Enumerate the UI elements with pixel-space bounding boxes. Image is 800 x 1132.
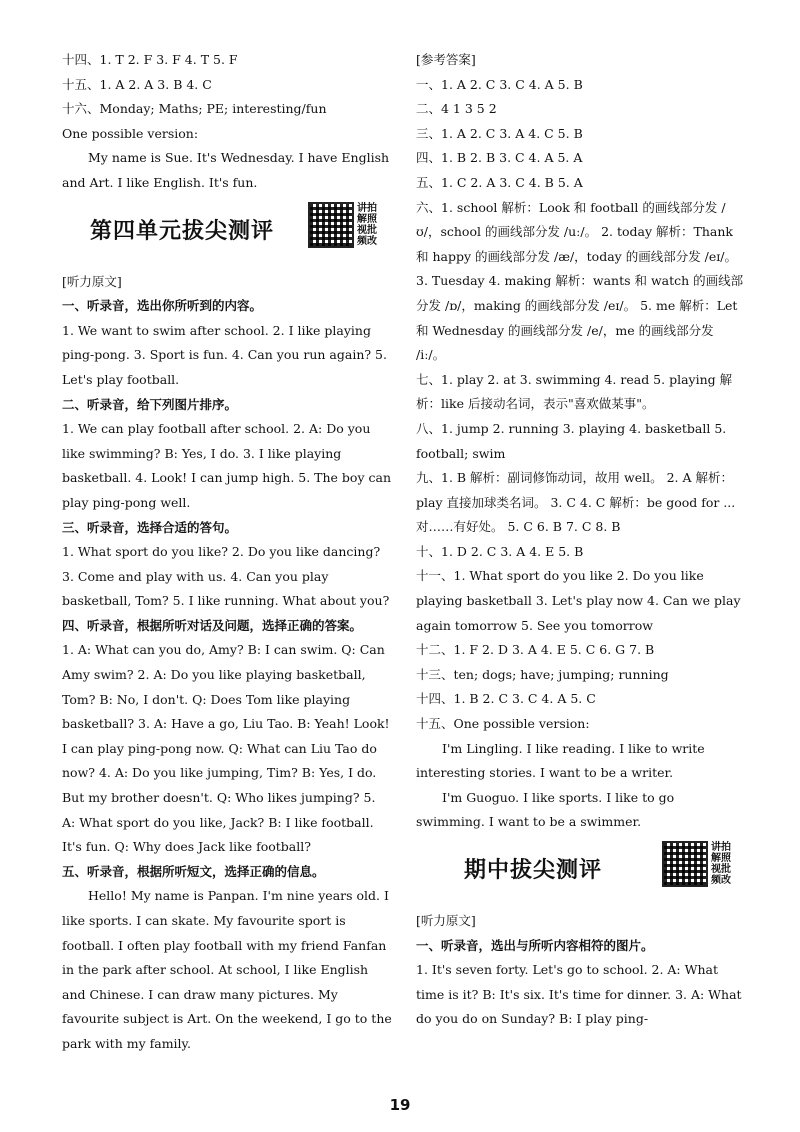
section-title: 二、听录音，给下列图片排序。 bbox=[62, 396, 238, 412]
sample-essay: My name is Sue. It's Wednesday. I have English and Art. I like English. It's fun. bbox=[62, 150, 390, 190]
qr-block bbox=[308, 202, 385, 248]
qr-block bbox=[662, 841, 739, 887]
listening-header: [听力原文] bbox=[416, 913, 476, 928]
section-text: 1. It's seven forty. Let's go to school. 2. A: What time is it? B: It's six. It's time for dinner. 3. A: What do you do on Sunday? B: I play ping- bbox=[416, 962, 742, 1027]
left-column bbox=[62, 48, 392, 1057]
listening-header: [听力原文] bbox=[62, 273, 122, 289]
answer-line: 四、1. B 2. B 3. C 4. A 5. A bbox=[416, 150, 583, 166]
qr-label: 讲拍解照视批频改 bbox=[357, 202, 377, 247]
section-title: 一、听录音，选出与所听内容相符的图片。 bbox=[416, 937, 654, 953]
right-column bbox=[416, 48, 746, 1032]
answer-line: 二、4 1 3 5 2 bbox=[416, 101, 497, 117]
section-text: 1. A: What can you do, Amy? B: I can swim. Q: Can Amy swim? 2. A: Do you like playing basketball, Tom? B: No, I don't. Q: Does Tom like playing basketball? 3. A: Have a go, Liu Tao. B: Yeah! Look! I can play ping-pong now. Q: What can Liu Tao do now? 4. A: Do you like jumping, Tim? B: Yes, I do. But my brother doesn't. Q: Who likes jumping? 5. A: What sport do you like, Jack? B: I like football. It's fun. Q: Why does Jack like football? bbox=[62, 642, 390, 855]
midterm-heading bbox=[416, 835, 746, 909]
answer-line: One possible version: bbox=[62, 125, 199, 141]
answer-line: 十四、1. T 2. F 3. F 4. T 5. F bbox=[62, 52, 238, 67]
answer-line: 三、1. A 2. C 3. A 4. C 5. B bbox=[416, 125, 583, 141]
answer-line: 十六、Monday; Maths; PE; interesting/fun bbox=[62, 101, 327, 117]
unit-four-heading bbox=[62, 196, 392, 270]
section-text: 1. We can play football after school. 2. A: Do you like swimming? B: Yes, I do. 3. I like playing basketball. 4. Look! I can jump high. 5. The boy can play ping-pong well. bbox=[62, 421, 391, 510]
answer-section: 十一、1. What sport do you like 2. Do you like playing basketball 3. Let's play now 4. Can we play again tomorrow 5. See you tomorrow bbox=[416, 568, 741, 633]
answer-section: 十二、1. F 2. D 3. A 4. E 5. C 6. G 7. B bbox=[416, 642, 655, 658]
answer-section: 七、1. play 2. at 3. swimming 4. read 5. playing 解析：like 后接动名词，表示"喜欢做某事"。 bbox=[416, 371, 733, 412]
section-title: 四、听录音，根据所听对话及问题，选择正确的答案。 bbox=[62, 617, 363, 633]
section-title: 三、听录音，选择合适的答句。 bbox=[62, 519, 238, 535]
section-title: 一、听录音，选出你所听到的内容。 bbox=[62, 298, 263, 314]
sample-essay: I'm Guoguo. I like sports. I like to go swimming. I want to be a swimmer. bbox=[416, 789, 675, 830]
answer-line: 十五、1. A 2. A 3. B 4. C bbox=[62, 76, 212, 92]
answer-section: 六、1. school 解析：Look 和 football 的画线部分发 /ʊ/，school 的画线部分发 /uː/。 2. today 解析：Thank 和 happy 的画线部分发 /æ/，today 的画线部分发 /eɪ/。 3. Tuesday 4. making 解析：wants 和 watch 的画线部分发 /ɒ/，making 的画线部分发 /eɪ/。 5. me 解析：Let 和 Wednesday 的画线部分发 /e/，me 的画线部分发 /iː/。 bbox=[416, 199, 744, 363]
answer-section: 十三、ten; dogs; have; jumping; running bbox=[416, 666, 669, 682]
answer-section: 十五、One possible version: bbox=[416, 716, 590, 732]
midterm-title: 期中拔尖测评 bbox=[464, 858, 603, 883]
answer-section: 九、1. B 解析：副词修饰动词，故用 well。 2. A 解析：play 直接加球类名词。 3. C 4. C 解析：be good for ... 对……有好处。 5. C 6. B 7. C 8. B bbox=[416, 470, 736, 535]
answer-line: 一、1. A 2. C 3. C 4. A 5. B bbox=[416, 76, 583, 92]
answer-header: [参考答案] bbox=[416, 52, 476, 67]
section-text: 1. What sport do you like? 2. Do you like dancing? 3. Come and play with us. 4. Can you play basketball, Tom? 5. I like running. What about you? bbox=[62, 544, 390, 609]
section-title: 五、听录音，根据所听短文，选择正确的信息。 bbox=[62, 863, 325, 879]
qr-code-icon bbox=[662, 841, 708, 887]
sample-essay: I'm Lingling. I like reading. I like to write interesting stories. I want to be a writer. bbox=[416, 740, 705, 781]
page-number: 19 bbox=[389, 1096, 411, 1114]
answer-section: 八、1. jump 2. running 3. playing 4. basketball 5. football; swim bbox=[416, 420, 727, 461]
qr-label: 讲拍解照视批频改 bbox=[711, 842, 731, 886]
answer-section: 十四、1. B 2. C 3. C 4. A 5. C bbox=[416, 691, 596, 707]
answer-line: 五、1. C 2. A 3. C 4. B 5. A bbox=[416, 174, 583, 190]
answer-section: 十、1. D 2. C 3. A 4. E 5. B bbox=[416, 543, 584, 559]
qr-code-icon bbox=[308, 202, 354, 248]
unit-title: 第四单元拔尖测评 bbox=[90, 218, 275, 244]
section-text: Hello! My name is Panpan. I'm nine years old. I like sports. I can skate. My favourite sport is football. I often play football with my friend Fanfan in the park after school. At school, I like English and Chinese. I can draw many pictures. My favourite subject is Art. On the weekend, I go to the park with my family. bbox=[62, 888, 392, 1051]
section-text: 1. We want to swim after school. 2. I like playing ping-pong. 3. Sport is fun. 4. Can you run again? 5. Let's play football. bbox=[62, 322, 387, 387]
